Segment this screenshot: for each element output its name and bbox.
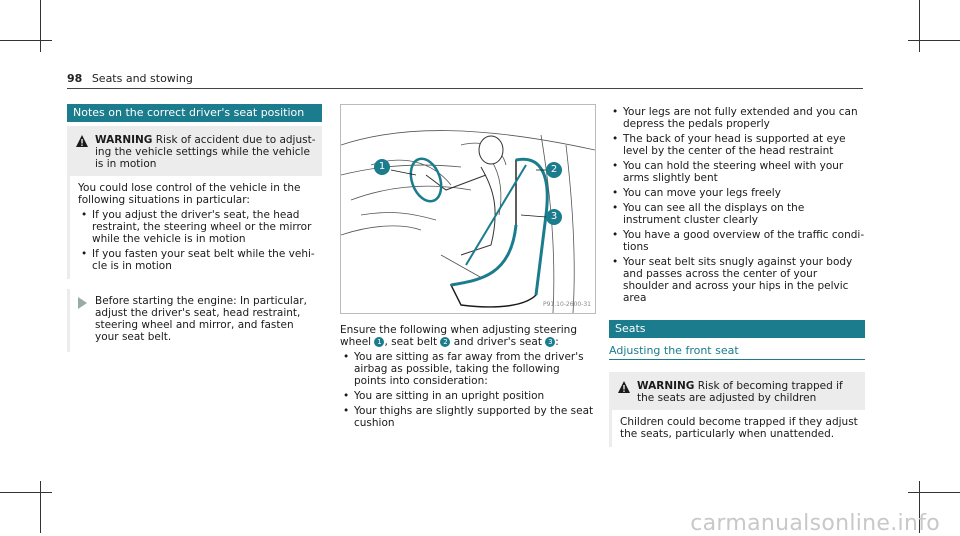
list-item: • You have a good overview of the traffic conditions bbox=[609, 229, 865, 253]
warning-text bbox=[637, 380, 859, 404]
driver-seat-illustration bbox=[340, 104, 596, 314]
list-item: • You are sitting in an upright position bbox=[340, 390, 594, 402]
header-rule bbox=[67, 88, 863, 89]
crop-mark bbox=[0, 40, 52, 41]
warning-body bbox=[67, 176, 322, 279]
warning-block bbox=[67, 126, 322, 176]
warning-detail: Children could become trapped if they adjust the seats, particularly when unattended. bbox=[620, 416, 858, 440]
intro-text: and driver's seat bbox=[453, 336, 542, 348]
warning-label: WARNING bbox=[95, 134, 153, 146]
watermark: carmanualsonline.info bbox=[690, 511, 940, 536]
list-item: • If you adjust the driver's seat, the head restraint, the steering wheel or the mirror while the vehicle is in motion bbox=[78, 209, 316, 245]
inline-callout: 3 bbox=[545, 337, 555, 347]
callout-steering-wheel: 1 bbox=[374, 159, 390, 175]
warning-message: Risk of becoming trapped if the seats are adjusted by children bbox=[637, 380, 843, 404]
list-item: • Your thighs are slightly supported by the seat cushion bbox=[340, 405, 594, 429]
tip-block bbox=[67, 289, 322, 352]
figure-code: P91.10-2600-31 bbox=[542, 301, 591, 308]
inline-callout: 2 bbox=[440, 337, 450, 347]
seat-position-notes bbox=[67, 104, 322, 352]
warning-intro: You could lose control of the vehicle in the following situations in particular: bbox=[78, 182, 301, 206]
seats-banner: Seats bbox=[609, 320, 865, 338]
callout-drivers-seat: 3 bbox=[546, 209, 562, 225]
intro-text: Ensure the following when adjusting steering wheel bbox=[340, 324, 577, 348]
list-item: • You are sitting as far away from the driver's airbag as possible, taking the following points into consideration: bbox=[340, 351, 594, 387]
callout-seat-belt: 2 bbox=[546, 162, 562, 178]
list-item: • Your legs are not fully extended and you can depress the pedals properly bbox=[609, 106, 865, 130]
list-item: • You can move your legs freely bbox=[609, 187, 865, 199]
warning-message: Risk of accident due to adjusting the vehicle settings while the vehicle is in motion bbox=[95, 134, 316, 170]
list-item: • You can hold the steering wheel with your arms slightly bent bbox=[609, 160, 865, 184]
warning-text bbox=[95, 134, 316, 170]
intro-text: : bbox=[555, 336, 559, 348]
inline-callout: 1 bbox=[374, 337, 384, 347]
adjusting-front-seat-heading: Adjusting the front seat bbox=[609, 344, 865, 360]
adjustment-checklist bbox=[340, 324, 594, 432]
warning-label: WARNING bbox=[637, 380, 695, 392]
tip-arrow-icon bbox=[78, 297, 87, 309]
crop-mark bbox=[908, 40, 960, 41]
crop-mark bbox=[40, 481, 41, 533]
page-header bbox=[67, 72, 193, 85]
notes-banner: Notes on the correct driver's seat position bbox=[67, 104, 322, 122]
crop-mark bbox=[908, 492, 960, 493]
section-title: Seats and stowing bbox=[91, 72, 193, 85]
list-item: • If you fasten your seat belt while the vehicle is in motion bbox=[78, 248, 316, 272]
crop-mark bbox=[919, 0, 920, 52]
list-item: • The back of your head is supported at eye level by the center of the head restraint bbox=[609, 133, 865, 157]
warning-triangle-icon bbox=[617, 380, 631, 394]
checklist-intro bbox=[340, 324, 594, 348]
crop-mark bbox=[40, 0, 41, 52]
page-number: 98 bbox=[67, 72, 83, 85]
warning-body bbox=[609, 410, 865, 447]
list-item: • You can see all the displays on the instrument cluster clearly bbox=[609, 202, 865, 226]
intro-text: , seat belt bbox=[384, 336, 438, 348]
warning-triangle-icon bbox=[75, 134, 89, 148]
checklist-continued bbox=[609, 104, 865, 447]
list-item: • Your seat belt sits snugly against your body and passes across the center of your shoulder and across your hips in the pelvic area bbox=[609, 256, 865, 304]
crop-mark bbox=[0, 492, 52, 493]
warning-block bbox=[609, 372, 865, 410]
tip-text: Before starting the engine: In particular, adjust the driver's seat, head restraint, steering wheel and mirror, and fasten your seat belt. bbox=[95, 295, 307, 343]
